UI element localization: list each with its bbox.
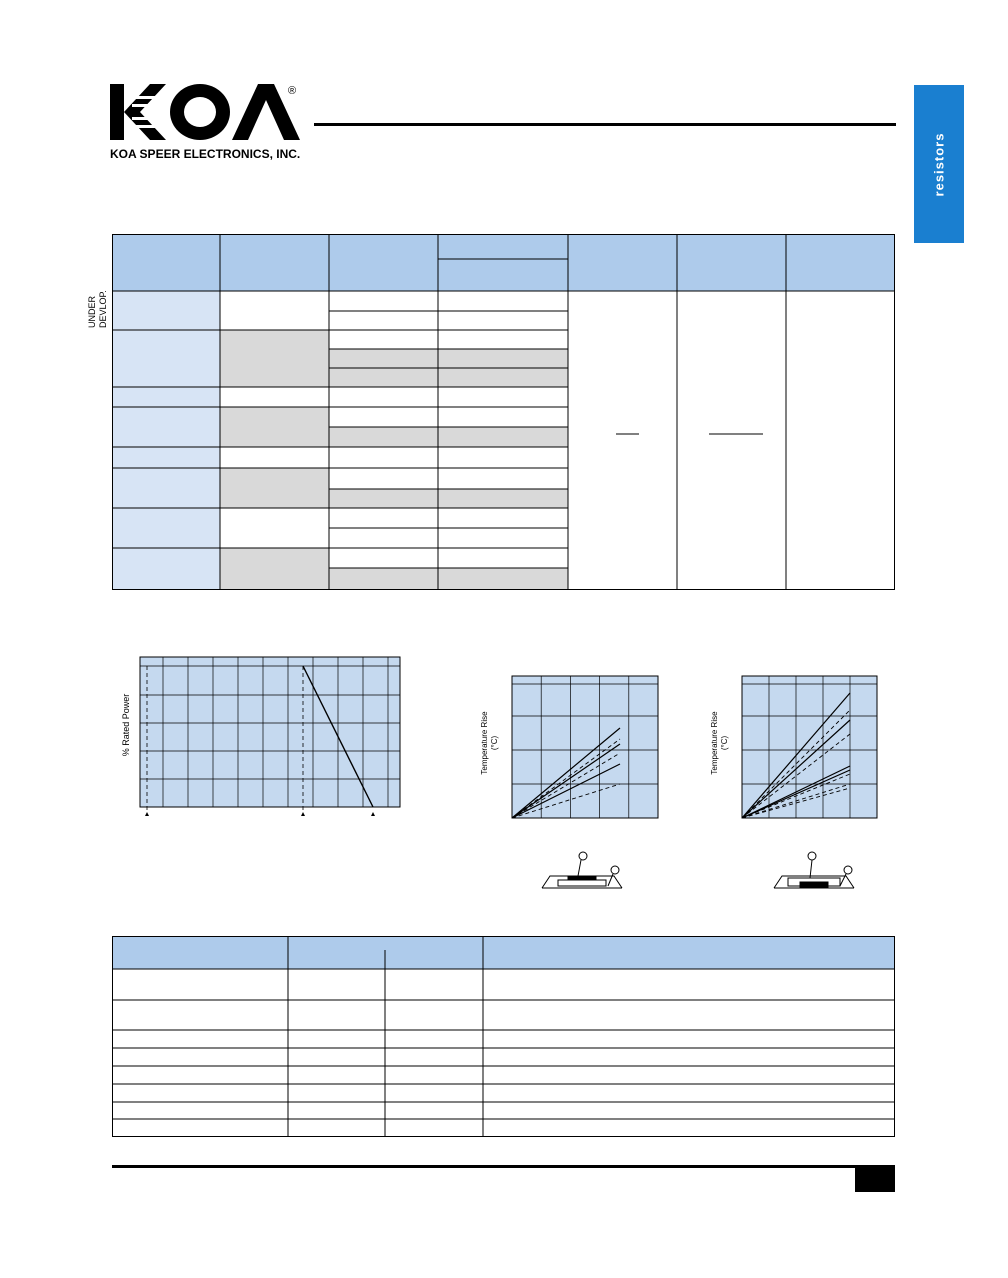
derating-chart [105,650,405,825]
side-tab-label: resistors [931,132,947,196]
company-name: KOA SPEER ELECTRONICS, INC. [110,147,301,161]
derating-plot-area [140,657,400,807]
temp-rise-chart-2-ylabel: Temperature Rise (°C) [710,711,729,775]
header-rule [314,123,896,126]
under-development-label: UNDER DEVLOP. [87,290,108,328]
registered-mark: ® [288,85,297,97]
spec-table-part-column [112,291,220,590]
temp-rise-chart-1-ylabel: Temperature Rise (°C) [480,711,499,775]
derating-axis-arrow [301,812,305,816]
performance-table [112,936,895,1137]
koa-logo [110,82,300,142]
page-number-box [855,1165,895,1192]
mounting-diagram-2 [772,848,857,893]
temp-rise-chart-2 [700,668,885,828]
spec-table [112,234,895,590]
spec-table-header [112,234,895,291]
derating-chart-ylabel: % Rated Power [121,693,131,757]
derating-axis-arrow [371,812,375,816]
temp-rise-chart-1 [470,668,665,828]
performance-table-header [112,936,895,969]
temp-plot-area [512,676,658,818]
footer-rule [112,1165,895,1168]
mounting-diagram-1 [540,848,625,893]
derating-axis-arrow [145,812,149,816]
